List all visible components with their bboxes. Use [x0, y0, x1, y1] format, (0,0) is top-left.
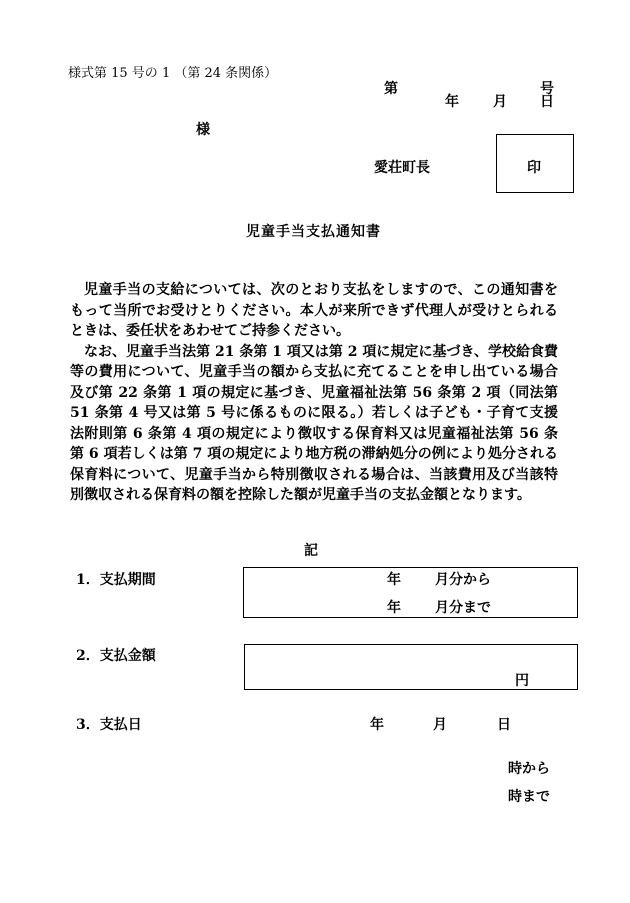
period-from-year: 年	[387, 572, 401, 588]
issue-year-label: 年	[445, 94, 459, 110]
period-to: 月分まで	[435, 600, 491, 616]
seal-label: 印	[527, 160, 541, 176]
payment-date-label: 3．支払日	[76, 717, 142, 733]
document-number-suffix: 号	[540, 81, 554, 97]
form-number: 様式第 15 号の 1 （第 24 条関係）	[68, 66, 278, 81]
payment-amount-label: 2．支払金額	[76, 648, 156, 664]
payment-period-label: 1．支払期間	[76, 572, 156, 588]
addressee-suffix: 様	[196, 122, 210, 138]
time-to: 時まで	[508, 789, 550, 805]
pay-date-day: 日	[497, 717, 511, 733]
document-title: 児童手当支払通知書	[246, 224, 381, 240]
issue-day-label: 日	[540, 94, 554, 110]
body-text	[70, 280, 558, 506]
time-from: 時から	[508, 761, 550, 777]
body-paragraph-2: なお、児童手当法第 21 条第 1 項又は第 2 項に規定に基づき、学校給食費等の費用について、児童手当の額から支払に充てることを申し出ている場合及び第 22 条第 1 項の規定に基づき、児童福祉法第 56 条第 2 項（同法第 51 条第 4 号又は第 5 号に係るものに限る。）若しくは子ども・子育て支援法附則第 6 条第 4 項の規定により徴収する保育料又は児童福祉法第 56 条第 6 項若しくは第 7 項の規定により地方税の滞納処分の例により処分される保育料について、児童手当から特別徴収される場合は、当該費用及び当該特別徴収される保育料の額を控除した額が児童手当の支払金額となります。	[70, 343, 558, 503]
document-number-prefix: 第	[384, 81, 398, 97]
ki-heading: 記	[304, 543, 318, 559]
pay-date-year: 年	[370, 717, 384, 733]
body-paragraph-1: 児童手当の支給については、次のとおり支払をしますので、この通知書をもって当所でお受けとりください。本人が来所できず代理人が受けとられるときは、委任状をあわせてご持参ください。	[70, 282, 558, 339]
period-to-year: 年	[387, 600, 401, 616]
issue-month-label: 月	[493, 94, 507, 110]
payment-period-box	[243, 567, 578, 618]
pay-date-month: 月	[433, 717, 447, 733]
period-from: 月分から	[435, 572, 491, 588]
amount-yen: 円	[515, 673, 529, 689]
issuer-name: 愛荘町長	[374, 160, 430, 176]
